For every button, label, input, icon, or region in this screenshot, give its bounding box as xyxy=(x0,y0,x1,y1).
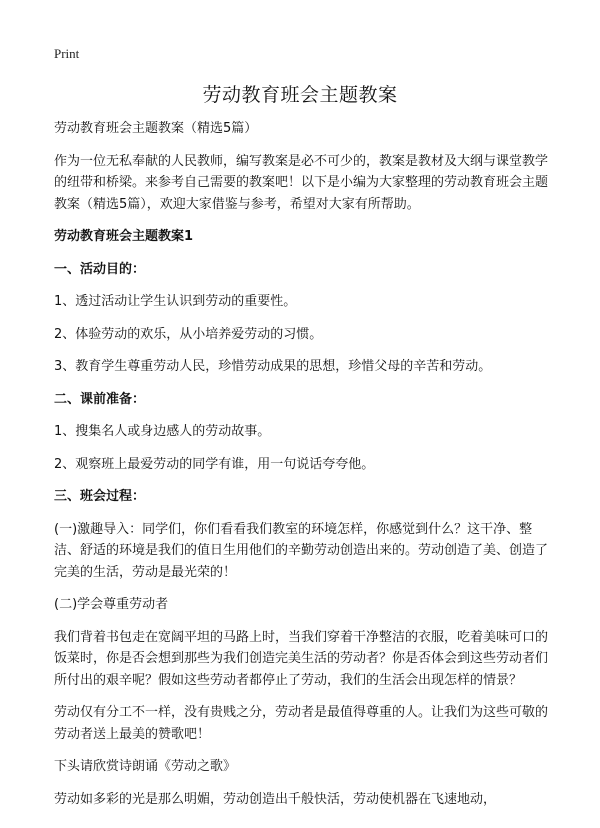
document-body xyxy=(54,118,550,810)
process-heading: 三、班会过程： xyxy=(54,489,146,504)
section-title: 劳动教育班会主题教案1 xyxy=(54,229,194,244)
goal-item-1: 1、透过活动让学生认识到劳动的重要性。 xyxy=(54,294,297,309)
process-item-2: (二)学会尊重劳动者 xyxy=(54,597,169,612)
body-paragraph: 劳动仅有分工不一样，没有贵贱之分，劳动者是最值得尊重的人。让我们为这些可敬的劳动者送上最美的赞歌吧！ xyxy=(54,705,549,742)
print-link[interactable]: Print xyxy=(54,46,80,61)
prep-item-2: 2、观察班上最爱劳动的同学有谁，用一句说话夸夸他。 xyxy=(54,456,375,472)
process-item-1: (一)激趣导入：同学们，你们看看我们教室的环境怎样，你感觉到什么？这干净、整洁、舒适的环境是我们的值日生用他们的辛勤劳动创造出来的。劳动创造了美、创造了完美的生活，劳动是最光荣的！ xyxy=(54,521,549,580)
prep-item-1: 1、搜集名人或身边感人的劳动故事。 xyxy=(54,424,271,439)
poem-line: 劳动如多彩的光是那么明媚，劳动创造出千般快活，劳动使机器在飞速地动， xyxy=(54,791,497,807)
page-title: 劳动教育班会主题教案 xyxy=(202,84,398,106)
poem-intro: 下头请欣赏诗朗诵《劳动之歌》 xyxy=(54,759,237,774)
body-paragraph: 我们背着书包走在宽阔平坦的马路上时，当我们穿着干净整洁的衣服，吃着美味可口的饭菜时，你是否会想到那些为我们创造完美生活的劳动者？你是否体会到这些劳动者们所付出的艰辛呢？假如这些劳动者都停止了劳动，我们的生活会出现怎样的情景？ xyxy=(54,629,549,688)
goal-heading: 一、活动目的： xyxy=(54,261,146,277)
intro-paragraph: 作为一位无私奉献的人民教师，编写教案是必不可少的，教案是教材及大纲与课堂教学的纽带和桥梁。来参考自己需要的教案吧！以下是小编为大家整理的劳动教育班会主题教案（精选5篇），欢迎大家借鉴与参考，希望对大家有所帮助。 xyxy=(54,153,549,212)
document-subtitle: 劳动教育班会主题教案（精选5篇） xyxy=(54,121,258,136)
goal-item-3: 3、教育学生尊重劳动人民，珍惜劳动成果的思想，珍惜父母的辛苦和劳动。 xyxy=(54,359,492,374)
goal-item-2: 2、体验劳动的欢乐，从小培养爱劳动的习惯。 xyxy=(54,326,323,342)
prep-heading: 二、课前准备： xyxy=(54,391,146,407)
